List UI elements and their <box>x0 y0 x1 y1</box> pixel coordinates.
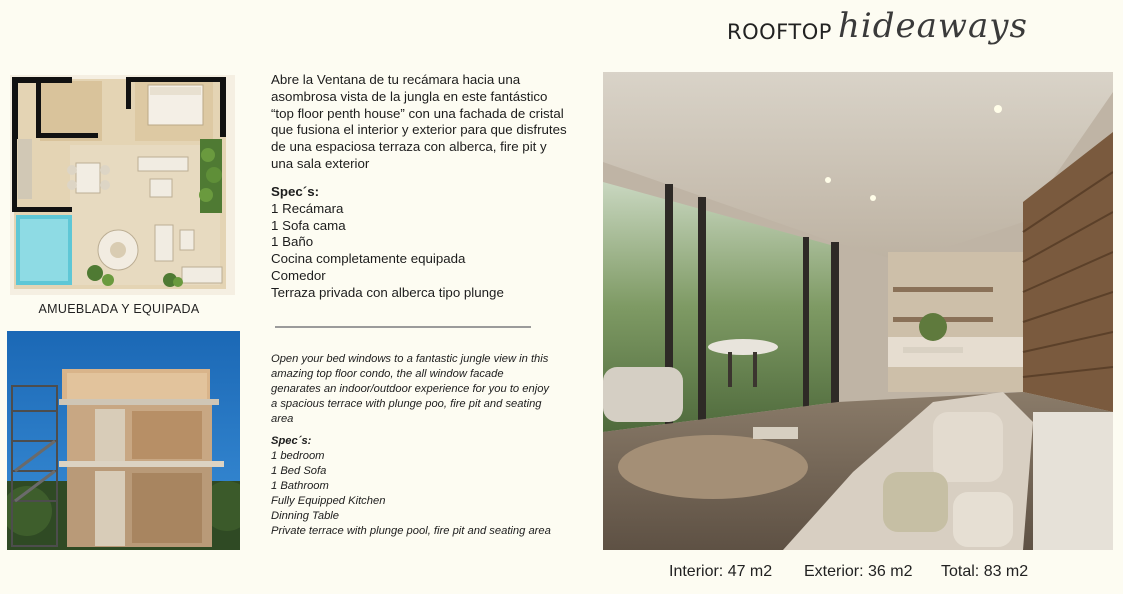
floor-plan-caption: AMUEBLADA Y EQUIPADA <box>38 302 200 316</box>
interior-render-image <box>603 72 1113 550</box>
description-english: Open your bed windows to a fantastic jungle view in this amazing top floor condo, the all window facade genarates an indoor/outdoor experience for you to enjoy a spacious terrace with plunge poo, fire pit and seating area <box>271 353 550 425</box>
area-total: Total: 83 m2 <box>941 563 1029 580</box>
specs-heading: Spec´s: <box>271 435 312 447</box>
spec-item: 1 Bed Sofa <box>271 465 327 477</box>
spec-item: Dinning Table <box>271 510 340 522</box>
spec-item: 1 bedroom <box>271 450 325 462</box>
spec-item: 1 Bathroom <box>271 480 329 492</box>
spec-item: 1 Baño <box>271 234 314 250</box>
spec-item: Cocina completamente equipada <box>271 251 466 267</box>
brand-title-script: hideaways <box>838 6 1028 46</box>
exterior-render-image <box>7 331 240 550</box>
spec-item: Fully Equipped Kitchen <box>271 495 386 507</box>
spec-item: Private terrace with plunge pool, fire pit and seating area <box>271 525 551 537</box>
specs-heading: Spec´s: <box>271 184 320 199</box>
area-interior: Interior: 47 m2 <box>669 563 773 580</box>
spec-item: 1 Recámara <box>271 200 344 216</box>
spec-item: 1 Sofa cama <box>271 217 346 233</box>
floor-plan-image <box>10 75 235 295</box>
section-divider <box>275 326 531 328</box>
area-exterior: Exterior: 36 m2 <box>804 563 913 580</box>
brand-header <box>700 6 1100 68</box>
specs-spanish <box>271 184 571 302</box>
specs-english <box>271 434 551 539</box>
description-spanish: Abre la Ventana de tu recámara hacia una asombrosa vista de la jungla en este fantástico “top floor penth house” con una fachada de cristal que fusiona el interior y exterior para que disfrutes de una espaciosa terraza con alberca, fire pit y una sala exterior <box>271 72 567 171</box>
brand-title-main: ROOFTOP <box>727 20 832 44</box>
spec-item: Comedor <box>271 267 326 283</box>
spec-item: Terraza privada con alberca tipo plunge <box>271 284 504 300</box>
